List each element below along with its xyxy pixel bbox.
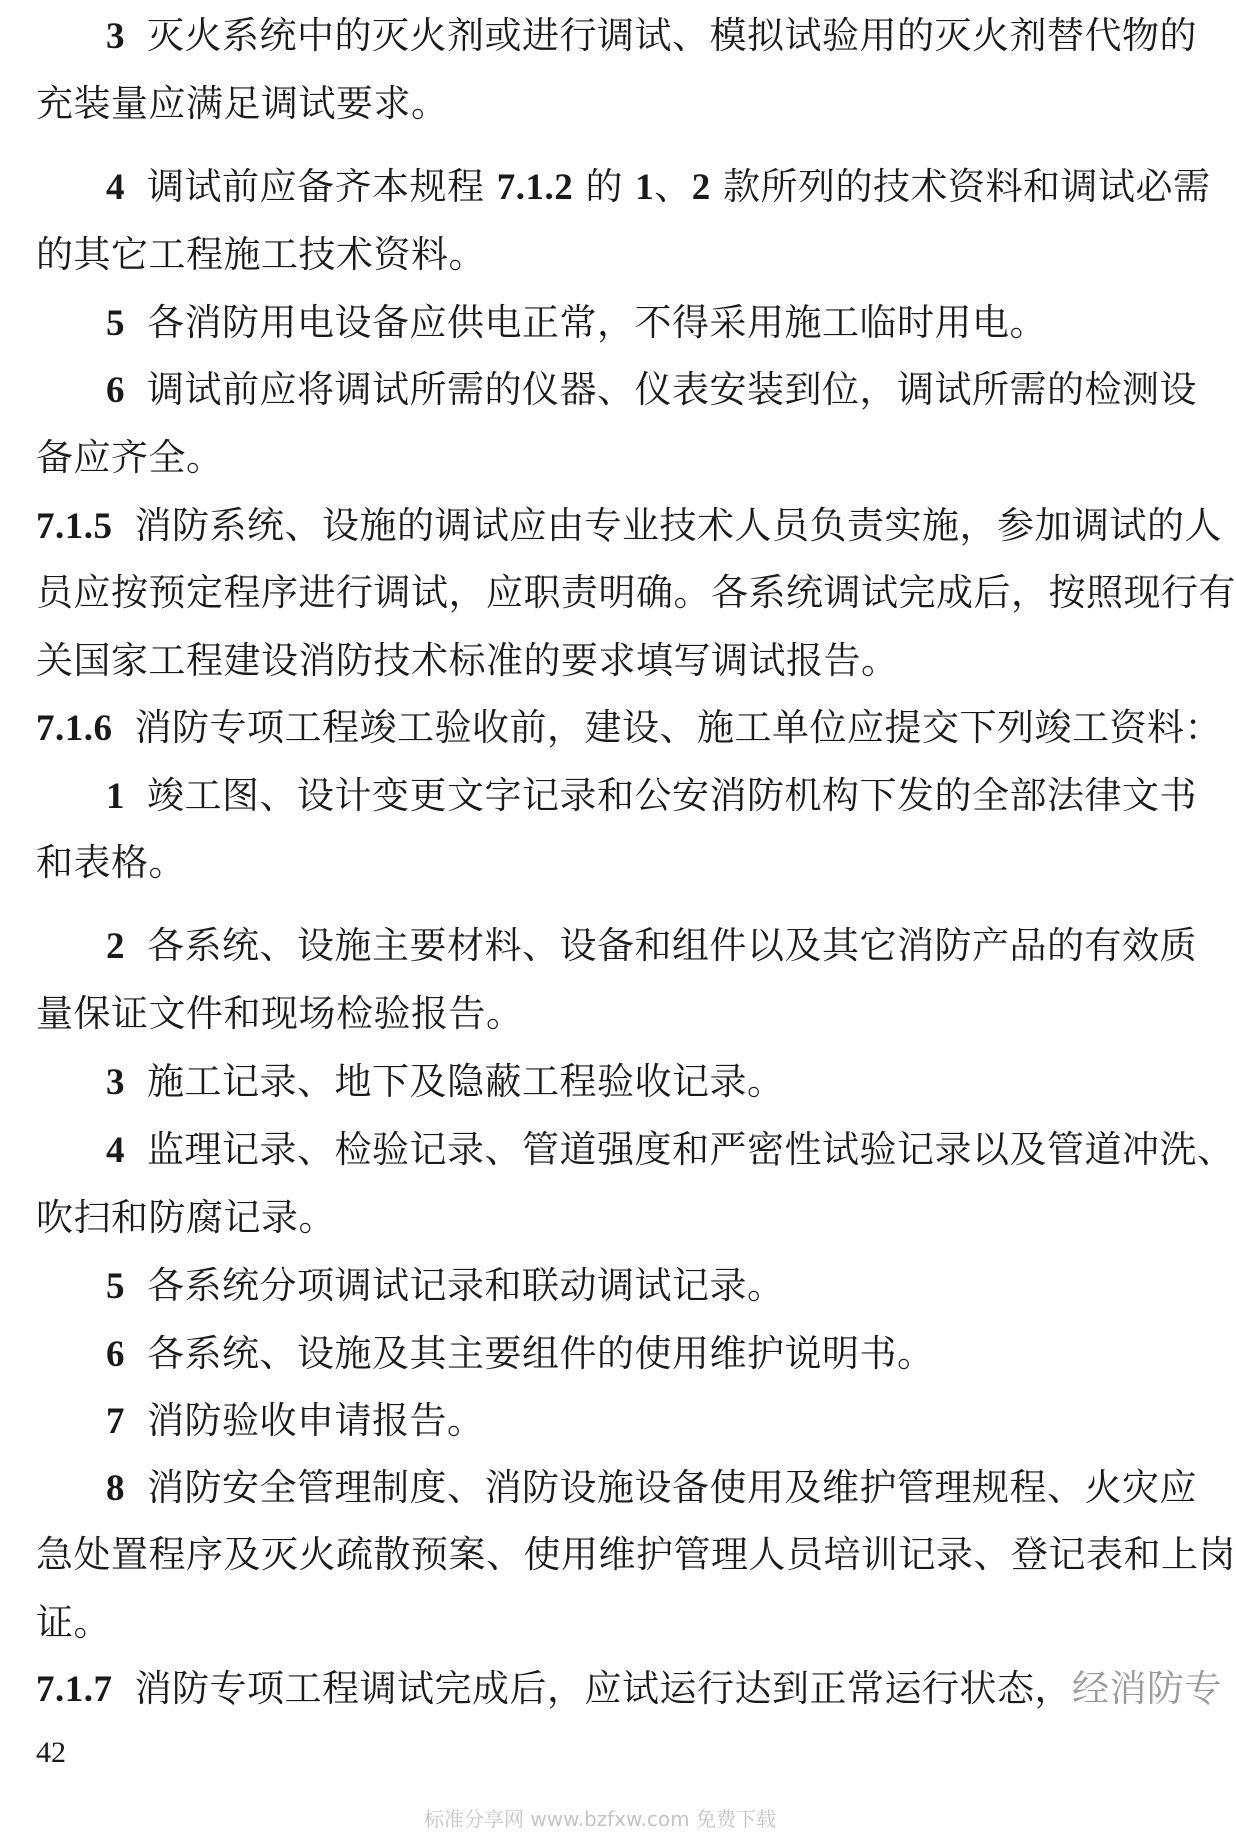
item-number: 7	[106, 1401, 125, 1442]
item-number: 4	[106, 167, 125, 208]
text-line	[36, 504, 1222, 549]
line-text: 备应齐全。	[36, 436, 224, 479]
text-line	[106, 1060, 785, 1105]
item-number: 4	[106, 1130, 125, 1171]
line-text: 急处置程序及灭火疏散预案、使用维护管理人员培训记录、登记表和上岗	[36, 1533, 1236, 1576]
item-number: 8	[106, 1468, 125, 1509]
line-text: 消防验收申请报告。	[147, 1399, 485, 1442]
line-text: 员应按预定程序进行调试，应职责明确。各系统调试完成后，按照现行有	[36, 571, 1236, 614]
text-line	[106, 1466, 1197, 1511]
line-text: 证。	[36, 1601, 111, 1644]
line-text: 关国家工程建设消防技术标准的要求填写调试报告。	[36, 639, 899, 682]
text-line	[36, 571, 1236, 615]
line-text: 充装量应满足调试要求。	[36, 82, 449, 125]
clause-reference: 7.1.2	[496, 167, 574, 208]
line-text: 各系统、设施主要材料、设备和组件以及其它消防产品的有效质	[147, 924, 1197, 967]
line-text: 各消防用电设备应供电正常，不得采用施工临时用电。	[147, 301, 1047, 344]
text-line	[106, 1264, 785, 1309]
line-text: 灭火系统中的灭火剂或进行调试、模拟试验用的灭火剂替代物的	[147, 14, 1197, 57]
item-number: 6	[106, 370, 125, 411]
text-line	[36, 233, 486, 277]
text-line	[106, 14, 1197, 59]
item-number: 5	[106, 1266, 125, 1307]
line-text: 消防安全管理制度、消防设施设备使用及维护管理规程、火灾应	[147, 1466, 1197, 1509]
line-text: 消防系统、设施的调试应由专业技术人员负责实施，参加调试的人	[134, 504, 1222, 547]
line-text: 消防专项工程调试完成后，应试运行达到正常运行状态，	[134, 1667, 1072, 1710]
item-reference: 2	[691, 167, 711, 208]
text-line	[36, 1667, 1222, 1712]
text-line	[106, 1128, 1235, 1173]
clause-number: 7.1.7	[36, 1669, 113, 1710]
item-number: 2	[106, 926, 125, 967]
watermark-text: 标准分享网 www.bzfxw.com 免费下载	[424, 1807, 776, 1831]
item-number: 3	[106, 1062, 125, 1103]
text-line	[106, 924, 1197, 969]
text-line	[106, 1399, 485, 1444]
line-text: 施工记录、地下及隐蔽工程验收记录。	[147, 1060, 785, 1103]
text-line	[36, 706, 1222, 751]
line-text: 、	[654, 165, 692, 208]
text-line	[36, 841, 186, 885]
text-line	[36, 1601, 111, 1645]
text-line	[36, 992, 524, 1036]
text-line	[36, 82, 449, 126]
text-line	[36, 1533, 1236, 1577]
line-text: 调试前应备齐本规程	[147, 165, 497, 208]
text-line	[106, 774, 1197, 819]
line-text: 各系统、设施及其主要组件的使用维护说明书。	[147, 1332, 935, 1375]
text-line	[106, 1332, 935, 1377]
text-line	[106, 368, 1197, 413]
line-text: 吹扫和防腐记录。	[36, 1196, 336, 1239]
line-text: 量保证文件和现场检验报告。	[36, 992, 524, 1035]
clause-number: 7.1.6	[36, 708, 113, 749]
text-line	[36, 639, 899, 683]
line-text: 各系统分项调试记录和联动调试记录。	[147, 1264, 785, 1307]
line-text: 和表格。	[36, 841, 186, 884]
text-line	[106, 301, 1047, 346]
text-line	[106, 165, 1211, 210]
item-number: 6	[106, 1334, 125, 1375]
item-reference: 1	[635, 167, 655, 208]
line-text: 的其它工程施工技术资料。	[36, 233, 486, 276]
text-line	[36, 1196, 336, 1240]
line-text: 竣工图、设计变更文字记录和公安消防机构下发的全部法律文书	[147, 774, 1197, 817]
line-text: 的	[573, 165, 636, 208]
clause-number: 7.1.5	[36, 506, 113, 547]
line-text: 款所列的技术资料和调试必需	[710, 165, 1211, 208]
item-number: 3	[106, 16, 125, 57]
line-text: 监理记录、检验记录、管道强度和严密性试验记录以及管道冲洗、	[147, 1128, 1235, 1171]
item-number: 1	[106, 776, 125, 817]
line-text: 消防专项工程竣工验收前，建设、施工单位应提交下列竣工资料：	[134, 706, 1222, 749]
line-text: 调试前应将调试所需的仪器、仪表安装到位，调试所需的检测设	[147, 368, 1197, 411]
text-line	[36, 436, 224, 480]
page-number: 42	[36, 1736, 66, 1769]
faded-text: 经消防专	[1072, 1667, 1222, 1710]
item-number: 5	[106, 303, 125, 344]
